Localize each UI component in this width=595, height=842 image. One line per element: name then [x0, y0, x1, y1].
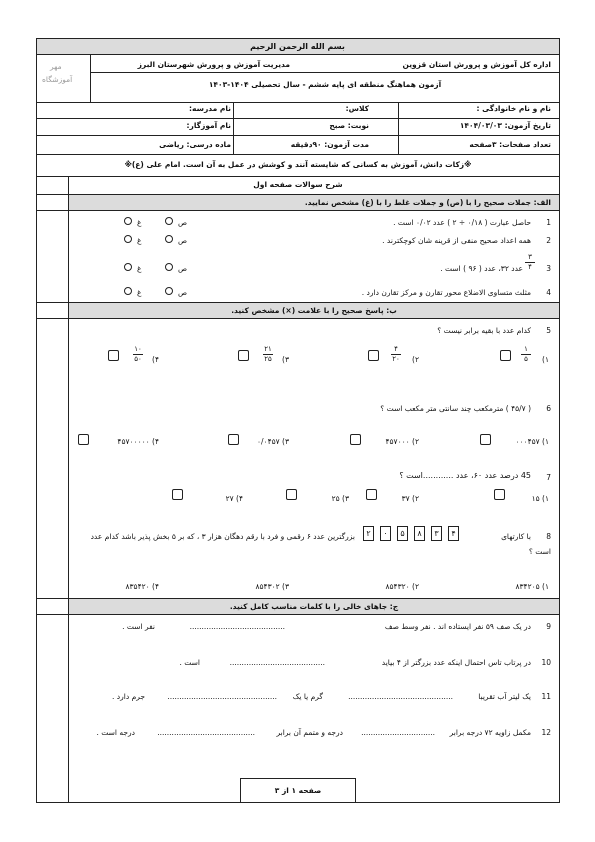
true-label: ص: [178, 288, 188, 297]
blank-line[interactable]: ..............................................: [167, 692, 277, 701]
answer-checkbox[interactable]: [78, 434, 89, 445]
section-a-item-num: 3: [546, 264, 551, 273]
option-fraction: ۱۰ ۵۰: [134, 345, 142, 363]
fill-blank-text: گرم یا یک: [292, 692, 323, 701]
answer-checkbox[interactable]: [500, 350, 511, 361]
answer-checkbox[interactable]: [494, 489, 505, 500]
option-text: ۴) ۲۷: [225, 494, 243, 503]
fill-blank-text: است .: [179, 658, 200, 667]
blank-line[interactable]: ...............................: [361, 728, 435, 737]
question-text: است ؟: [528, 547, 551, 556]
question-number: 6: [546, 404, 551, 413]
blank-line[interactable]: ............................................: [348, 692, 453, 701]
question-number: 10: [541, 658, 551, 667]
section-a-title: الف: جملات صحیح را با (ص) و جملات غلط را با (غ) مشخص نمایید.: [304, 198, 551, 207]
section-a-item-text: حاصل عبارت ( ۰/۱۸ ÷ ۲ ) عدد ۰/۰۲ است .: [393, 218, 531, 227]
option-label: ۳): [282, 355, 289, 364]
question-number: 11: [541, 692, 551, 701]
digit-card: ۴: [448, 526, 459, 541]
answer-checkbox[interactable]: [238, 350, 249, 361]
question-number: 9: [546, 622, 551, 631]
fill-blank-text: در یک صف ۵۹ نفر ایستاده اند . نفر وسط صف: [384, 622, 531, 631]
answer-checkbox[interactable]: [350, 434, 361, 445]
blank-line[interactable]: ........................................: [229, 658, 325, 667]
true-option-circle[interactable]: [165, 263, 173, 271]
class-label: کلاس:: [345, 104, 369, 113]
section-a-item-text: همه اعداد صحیح منفی از قرینه شان کوچکترند .: [382, 236, 531, 245]
false-option-circle[interactable]: [124, 263, 132, 271]
blank-line[interactable]: .........................................: [157, 728, 255, 737]
false-option-circle[interactable]: [124, 287, 132, 295]
digit-card: ۸: [414, 526, 425, 541]
true-label: ص: [178, 264, 188, 273]
answer-checkbox[interactable]: [286, 489, 297, 500]
answer-checkbox[interactable]: [366, 489, 377, 500]
true-option-circle[interactable]: [165, 217, 173, 225]
quote: ※زکات دانش، آموزش به کسانی که شایسته آنند و کوشش در عمل به آن است. امام علی (ع)※: [124, 160, 472, 169]
fill-blank-text: یک لیتر آب تقریبا: [478, 692, 531, 701]
fill-blank-text: نفر است .: [122, 622, 155, 631]
option-text: ۱) ۸۳۴۲۰۵: [515, 582, 549, 591]
page-frame: [36, 38, 560, 803]
fill-blank-text: درجه است .: [96, 728, 135, 737]
digit-card: ۰: [380, 526, 391, 541]
sheet-title: شرح سوالات صفحه اول: [253, 180, 343, 189]
section-a-item-text: عدد ۳۲، عدد ( ۹۶ ) است .: [440, 264, 523, 273]
subject-label: ماده درسی: ریاضی: [159, 140, 231, 149]
name-label: نام و نام خانوادگی :: [476, 104, 551, 113]
option-label: ۱): [542, 355, 549, 364]
option-fraction: ۲۱ ۲۵: [264, 345, 272, 363]
true-option-circle[interactable]: [165, 287, 173, 295]
bismillah: بسم الله الرحمن الرحیم: [250, 42, 345, 51]
digit-card: ۵: [397, 526, 408, 541]
question-number: 5: [546, 326, 551, 335]
date-label: تاریخ آزمون: ۱۴۰۴/۰۳/۰۳: [459, 121, 551, 130]
shift-label: نوبت: صبح: [329, 121, 369, 130]
section-c-title: ج: جاهای خالی را با کلمات مناسب کامل کنید.: [229, 602, 399, 611]
answer-checkbox[interactable]: [228, 434, 239, 445]
section-a-item-num: 1: [546, 218, 551, 227]
option-text: ۴) ۴۵۷۰۰۰۰۰: [117, 437, 159, 446]
section-b-title: ب: پاسخ صحیح را با علامت (×) مشخص کنید.: [231, 306, 397, 315]
option-label: ۴): [152, 355, 159, 364]
answer-checkbox[interactable]: [368, 350, 379, 361]
option-text: ۲) ۸۵۴۳۲۰: [385, 582, 419, 591]
false-label: غ: [137, 218, 142, 227]
answer-checkbox[interactable]: [480, 434, 491, 445]
page-number: صفحه ۱ از ۳: [274, 786, 322, 795]
false-label: غ: [137, 236, 142, 245]
question-text: 45 درصد عدد ۶۰، عدد ............است ؟: [399, 471, 531, 480]
false-label: غ: [137, 288, 142, 297]
fraction-three-quarters: ۳ ۴: [525, 253, 535, 272]
question-number: 7: [546, 473, 551, 482]
score-column-divider: [68, 176, 69, 803]
option-text: ۴) ۸۳۵۴۲۰: [125, 582, 159, 591]
stamp-line2: آموزشگاه: [42, 75, 73, 84]
question-number: 8: [546, 532, 551, 541]
org-province: اداره کل آموزش و پرورش استان قزوین: [402, 60, 551, 69]
option-fraction: ۱ ۵: [521, 345, 531, 364]
digit-card: ۲: [363, 526, 374, 541]
school-label: نام مدرسه:: [189, 104, 231, 113]
question-text: ( ۴۵/۷ ) مترمکعب چند سانتی متر مکعب است ؟: [380, 404, 531, 413]
option-fraction: ۴ ۲۰: [392, 345, 400, 363]
section-a-item-num: 2: [546, 236, 551, 245]
pages-label: تعداد صفحات: ۳صفحه: [469, 140, 551, 149]
section-a-item-num: 4: [546, 288, 551, 297]
false-option-circle[interactable]: [124, 217, 132, 225]
answer-checkbox[interactable]: [172, 489, 183, 500]
teacher-label: نام آموزگار:: [186, 121, 231, 130]
false-option-circle[interactable]: [124, 235, 132, 243]
fill-blank-text: جرم دارد .: [112, 692, 145, 701]
duration-label: مدت آزمون: ۹۰دقیقه: [290, 140, 369, 149]
option-text: ۳) ۲۵: [331, 494, 349, 503]
fill-blank-text: مکمل زاویه ۷۲ درجه برابر: [449, 728, 531, 737]
question-text: بزرگترین عدد ۶ رقمی و فرد با رقم دهگان هزار ۳ ، که بر ۵ بخش پذیر باشد کدام عدد: [90, 532, 355, 541]
option-text: ۱) ۱۵: [531, 494, 549, 503]
digit-card: ۳: [431, 526, 442, 541]
fill-blank-text: در پرتاب تاس احتمال اینکه عدد بزرگتر از ۴ بیاید: [381, 658, 531, 667]
section-a-item-text: مثلث متساوی الاضلاع محور تقارن و مرکز تقارن دارد .: [361, 288, 531, 297]
stamp-line1: مهر: [50, 62, 62, 71]
exam-title: آزمون هماهنگ منطقه ای پایه ششم - سال تحصیلی ۱۴۰۴-۱۴۰۳: [208, 80, 442, 89]
question-text: با کارتهای: [501, 532, 531, 541]
option-text: ۳) ۸۵۴۳۰۲: [255, 582, 289, 591]
true-option-circle[interactable]: [165, 235, 173, 243]
option-text: ۲) ۳۷: [401, 494, 419, 503]
fill-blank-text: درجه و متمم آن برابر: [276, 728, 343, 737]
option-text: ۱) ۰۰۰۴۵۷: [515, 437, 549, 446]
false-label: غ: [137, 264, 142, 273]
true-label: ص: [178, 236, 188, 245]
answer-checkbox[interactable]: [108, 350, 119, 361]
option-text: ۳) ۰/۰۴۵۷: [256, 437, 289, 446]
true-label: ص: [178, 218, 188, 227]
org-county: مدیریت آموزش و پرورش شهرستان البرز: [137, 60, 290, 69]
question-number: 12: [541, 728, 551, 737]
option-text: ۲) ۴۵۷۰۰۰: [385, 437, 419, 446]
blank-line[interactable]: ........................................: [189, 622, 285, 631]
question-text: کدام عدد با بقیه برابر نیست ؟: [437, 326, 531, 335]
option-label: ۲): [412, 355, 419, 364]
